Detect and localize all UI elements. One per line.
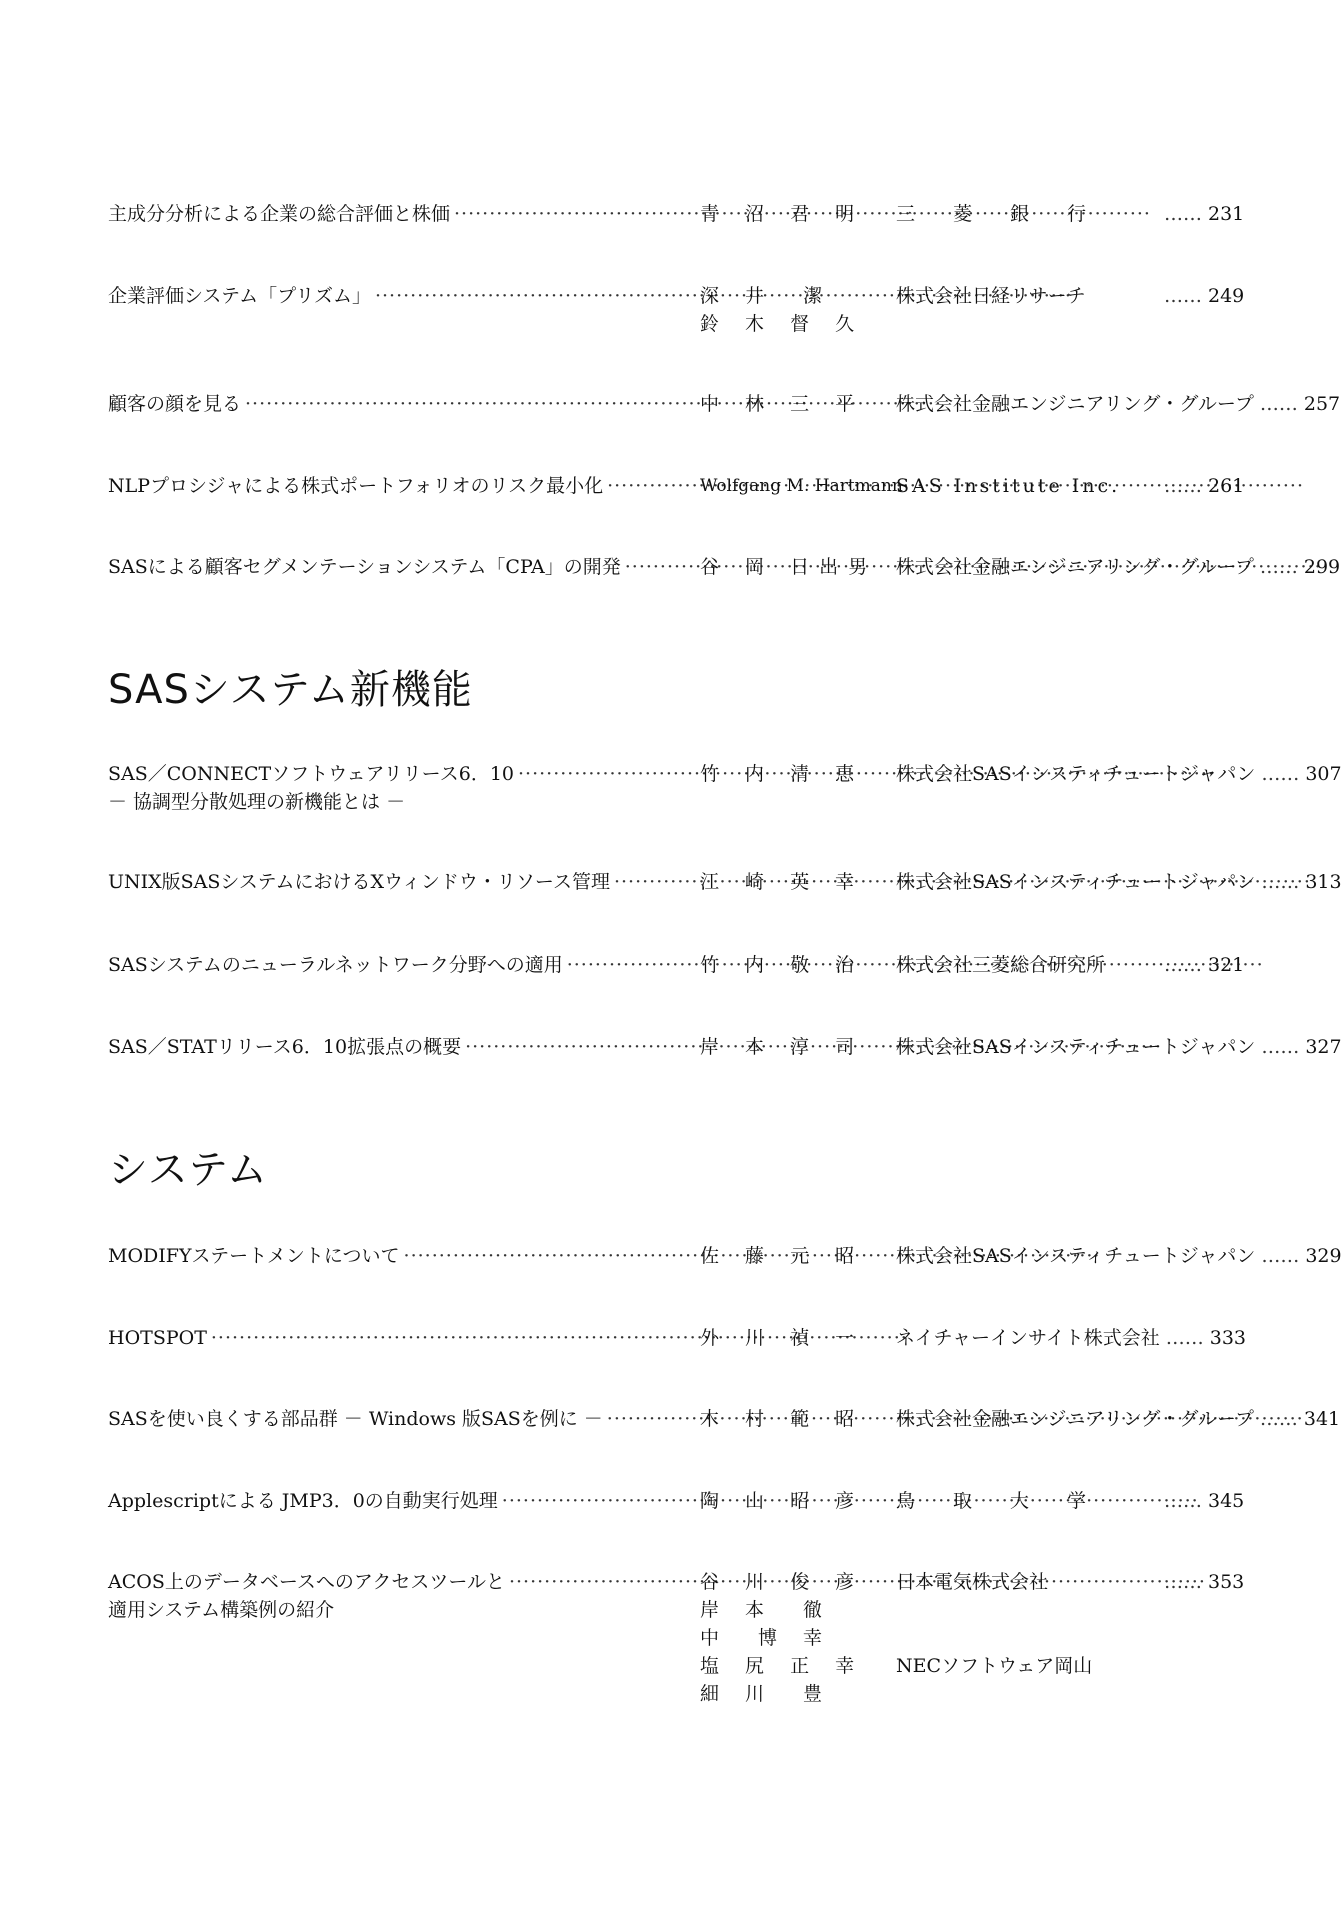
- entry-author: Wolfgang M. Hartmann: [700, 476, 903, 496]
- entry-organization: 日本電気株式会社: [896, 1571, 1049, 1593]
- entry-organization: 株式会社SASインスティチュートジャパン: [896, 871, 1256, 893]
- entry-page-number: 329: [1305, 1245, 1342, 1267]
- entry-organization: 株式会社金融エンジニアリング・グループ: [896, 1408, 1254, 1430]
- entry-subtitle: 適用システム構築例の紹介: [108, 1599, 335, 1621]
- dot-leader: ……: [1259, 1408, 1298, 1430]
- entry-title: SASを使い良くする部品群 － Windows 版SASを例に －: [108, 1408, 603, 1430]
- entry-title: MODIFYステートメントについて: [108, 1245, 400, 1267]
- entry-page-number: 341: [1303, 1408, 1341, 1430]
- entry-page-number: 333: [1209, 1327, 1246, 1349]
- entry-author: 岸 本 徹: [700, 1599, 833, 1621]
- entry-author: 佐 藤 元 昭: [700, 1245, 865, 1267]
- entry-author: 谷 岡 日出男: [700, 556, 878, 578]
- section-heading-system: システム: [108, 1147, 268, 1193]
- entry-title: Applescriptによる JMP3．0の自動実行処理: [108, 1490, 498, 1512]
- dot-leader: ……: [1261, 763, 1300, 785]
- dot-leader: ……: [1259, 393, 1298, 415]
- entry-page-number: 249: [1208, 285, 1245, 307]
- entry-page-number: 299: [1303, 556, 1341, 578]
- entry-page-number: 261: [1208, 475, 1245, 497]
- entry-subtitle: － 協調型分散処理の新機能とは －: [108, 791, 406, 813]
- entry-page-number: 353: [1208, 1571, 1245, 1593]
- dot-leader: ……: [1259, 556, 1298, 578]
- entry-author: 岸 本 淳 司: [700, 1036, 865, 1058]
- entry-organization: 株式会社SASインスティチュートジャパン: [896, 1245, 1256, 1267]
- entry-title: NLPプロシジャによる株式ポートフォリオのリスク最小化: [108, 475, 604, 497]
- entry-author: 江 崎 英 幸: [700, 871, 865, 893]
- entry-title: ACOS上のデータベースへのアクセスツールと: [108, 1571, 505, 1593]
- entry-author: 外 川 禎 一: [700, 1327, 865, 1349]
- dot-leader: ……: [1164, 1571, 1202, 1593]
- entry-author: 竹 内 敬 治: [700, 954, 865, 976]
- entry-organization-secondary: NECソフトウェア岡山: [896, 1655, 1093, 1677]
- entry-organization: 鳥 取 大 学: [896, 1490, 1087, 1512]
- entry-title: 顧客の顔を見る: [108, 393, 242, 415]
- entry-organization: 株式会社金融エンジニアリング・グループ: [896, 393, 1254, 415]
- dot-leader: ……: [1164, 475, 1202, 497]
- entry-page-number: 327: [1305, 1036, 1342, 1058]
- entry-organization: SAS Institute Inc.: [896, 475, 1121, 497]
- dot-leader: ……: [1261, 871, 1300, 893]
- entry-author: 深 井 潔: [700, 285, 833, 307]
- entry-page-number: 257: [1303, 393, 1341, 415]
- entry-page-number: 307: [1305, 763, 1342, 785]
- entry-author: 谷 川 俊 彦: [700, 1571, 865, 1593]
- entry-title: SAS／CONNECTソフトウェアリリース6．10: [108, 763, 514, 785]
- entry-page-number: 345: [1208, 1490, 1245, 1512]
- entry-title: UNIX版SASシステムにおけるXウィンドウ・リソース管理: [108, 871, 610, 893]
- entry-author: 細 川 豊: [700, 1683, 833, 1705]
- entry-author: 陶 山 昭 彦: [700, 1490, 865, 1512]
- entry-author: 中 林 三 平: [700, 393, 865, 415]
- dot-leader: ……: [1164, 203, 1202, 225]
- entry-title: SAS／STATリリース6．10拡張点の概要: [108, 1036, 462, 1058]
- section-heading-new-features: SASシステム新機能: [108, 667, 473, 713]
- entry-page-number: 313: [1305, 871, 1342, 893]
- dot-leader: ……: [1164, 1490, 1202, 1512]
- dot-leader: ……: [1261, 1245, 1300, 1267]
- entry-title: SASシステムのニューラルネットワーク分野への適用: [108, 954, 563, 976]
- entry-page-number: 321: [1208, 954, 1245, 976]
- entry-author: 鈴 木 督 久: [700, 313, 865, 335]
- entry-author: 竹 内 清 恵: [700, 763, 865, 785]
- entry-organization: 株式会社SASインスティチュートジャパン: [896, 1036, 1256, 1058]
- entry-organization: ネイチャーインサイト株式会社: [896, 1327, 1160, 1349]
- entry-title: HOTSPOT: [108, 1327, 207, 1349]
- entry-page-number: 231: [1208, 203, 1245, 225]
- entry-organization: 株式会社日経リサーチ: [896, 285, 1086, 307]
- entry-author: 中 博 幸: [700, 1627, 833, 1649]
- entry-organization: 株式会社金融エンジニアリング・グループ: [896, 556, 1254, 578]
- entry-title: 企業評価システム「プリズム」: [108, 285, 371, 307]
- entry-author: 木 村 範 昭: [700, 1408, 865, 1430]
- entry-organization: 株式会社SASインスティチュートジャパン: [896, 763, 1256, 785]
- entry-organization: 株式会社三菱総合研究所: [896, 954, 1106, 976]
- dot-leader: ……: [1165, 1327, 1204, 1349]
- entry-title: SASによる顧客セグメンテーションシステム「CPA」の開発: [108, 556, 621, 578]
- dot-leader: ……: [1164, 954, 1202, 976]
- entry-author: 塩 尻 正 幸: [700, 1655, 865, 1677]
- entry-title: 主成分分析による企業の総合評価と株価: [108, 203, 451, 225]
- dot-leader: ……: [1164, 285, 1202, 307]
- dot-leader: ……: [1261, 1036, 1300, 1058]
- entry-organization: 三 菱 銀 行: [896, 203, 1087, 225]
- entry-author: 青 沼 君 明: [700, 203, 865, 225]
